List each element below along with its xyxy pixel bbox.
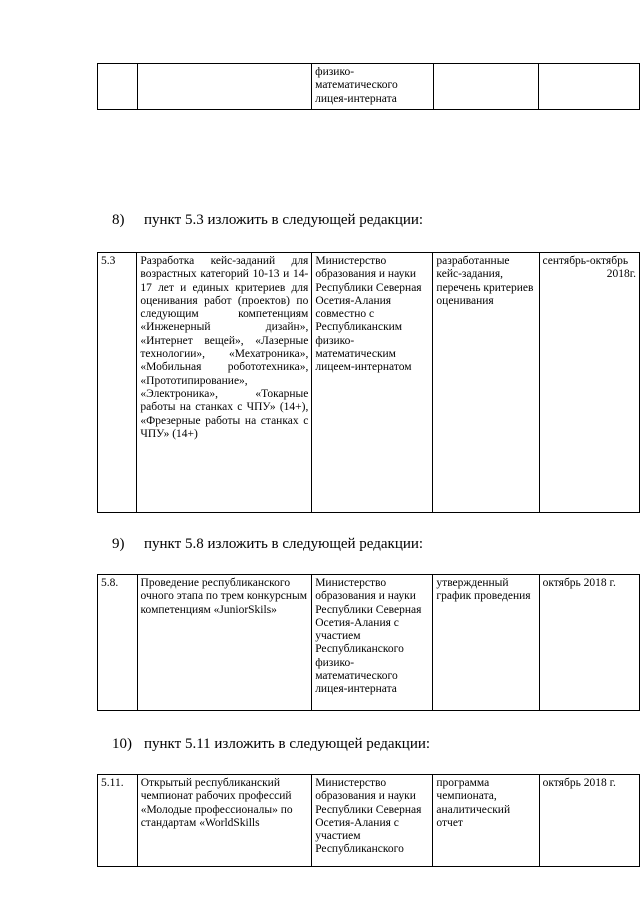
cell-number: 5.8. xyxy=(98,575,138,711)
table-row xyxy=(98,64,640,110)
section-text: пункт 5.11 изложить в следующей редакции: xyxy=(144,736,431,752)
cell-activity: Открытый республиканский чемпионат рабочих профессий «Молодые профессионалы» по стандартам «WorldSkills xyxy=(137,775,312,867)
cell-number: 5.11. xyxy=(98,775,138,867)
table-item-5-3 xyxy=(97,252,640,513)
cell-activity xyxy=(137,64,312,110)
section-heading-9 xyxy=(112,536,423,553)
cell-responsible: Министерство образования и науки Республики Северная Осетия-Алания с участием Республиканского физико-математического лицея-интерната xyxy=(312,575,433,711)
section-heading-10 xyxy=(112,736,430,753)
cell-result xyxy=(433,64,539,110)
section-text: пункт 5.3 изложить в следующей редакции: xyxy=(144,212,424,228)
cell-responsible: физико- математического лицея-интерната xyxy=(312,64,434,110)
cell-responsible: Министерство образования и науки Республики Северная Осетия-Алания с участием Республиканского xyxy=(312,775,433,867)
cell-activity: Разработка кейс-заданий для возрастных категорий 10-13 и 14-17 лет и единых критериев для оценивания работ (проектов) по следующим компетенциям «Инженерный дизайн», «Интернет вещей», «Лазерные технологии», «Мехатроника», «Мобильная робототехника», «Прототипирование», «Электроника», «Токарные работы на станках с ЧПУ» (14+), «Фрезерные работы на станках с ЧПУ» (14+) xyxy=(137,253,312,513)
table-item-5-11 xyxy=(97,774,640,867)
cell-number xyxy=(98,64,138,110)
cell-responsible: Министерство образования и науки Республики Северная Осетия-Алания совместно с Республиканским физико-математическим лицеем-интернатом xyxy=(312,253,433,513)
cell-deadline xyxy=(539,64,640,110)
cell-deadline xyxy=(539,253,639,513)
cell-result: разработанные кейс-задания, перечень критериев оценивания xyxy=(433,253,539,513)
table-continuation xyxy=(97,63,640,110)
table-row xyxy=(98,775,640,867)
cell-result: программа чемпионата, аналитический отчет xyxy=(433,775,539,867)
section-number: 8) xyxy=(112,212,125,228)
table-row xyxy=(98,253,640,513)
deadline-months: сентябрь-октябрь xyxy=(542,255,629,267)
cell-result: утвержденный график проведения xyxy=(433,575,539,711)
section-text: пункт 5.8 изложить в следующей редакции: xyxy=(144,536,424,552)
cell-activity: Проведение республиканского очного этапа по трем конкурсным компетенциям «JuniorSkils» xyxy=(137,575,312,711)
deadline-year: 2018г. xyxy=(606,268,636,281)
table-row xyxy=(98,575,640,711)
section-number: 10) xyxy=(112,736,132,752)
table-item-5-8 xyxy=(97,574,640,711)
section-number: 9) xyxy=(112,536,125,552)
section-heading-8 xyxy=(112,212,423,229)
cell-number: 5.3 xyxy=(98,253,137,513)
cell-deadline: октябрь 2018 г. xyxy=(539,775,639,867)
cell-deadline: октябрь 2018 г. xyxy=(539,575,639,711)
